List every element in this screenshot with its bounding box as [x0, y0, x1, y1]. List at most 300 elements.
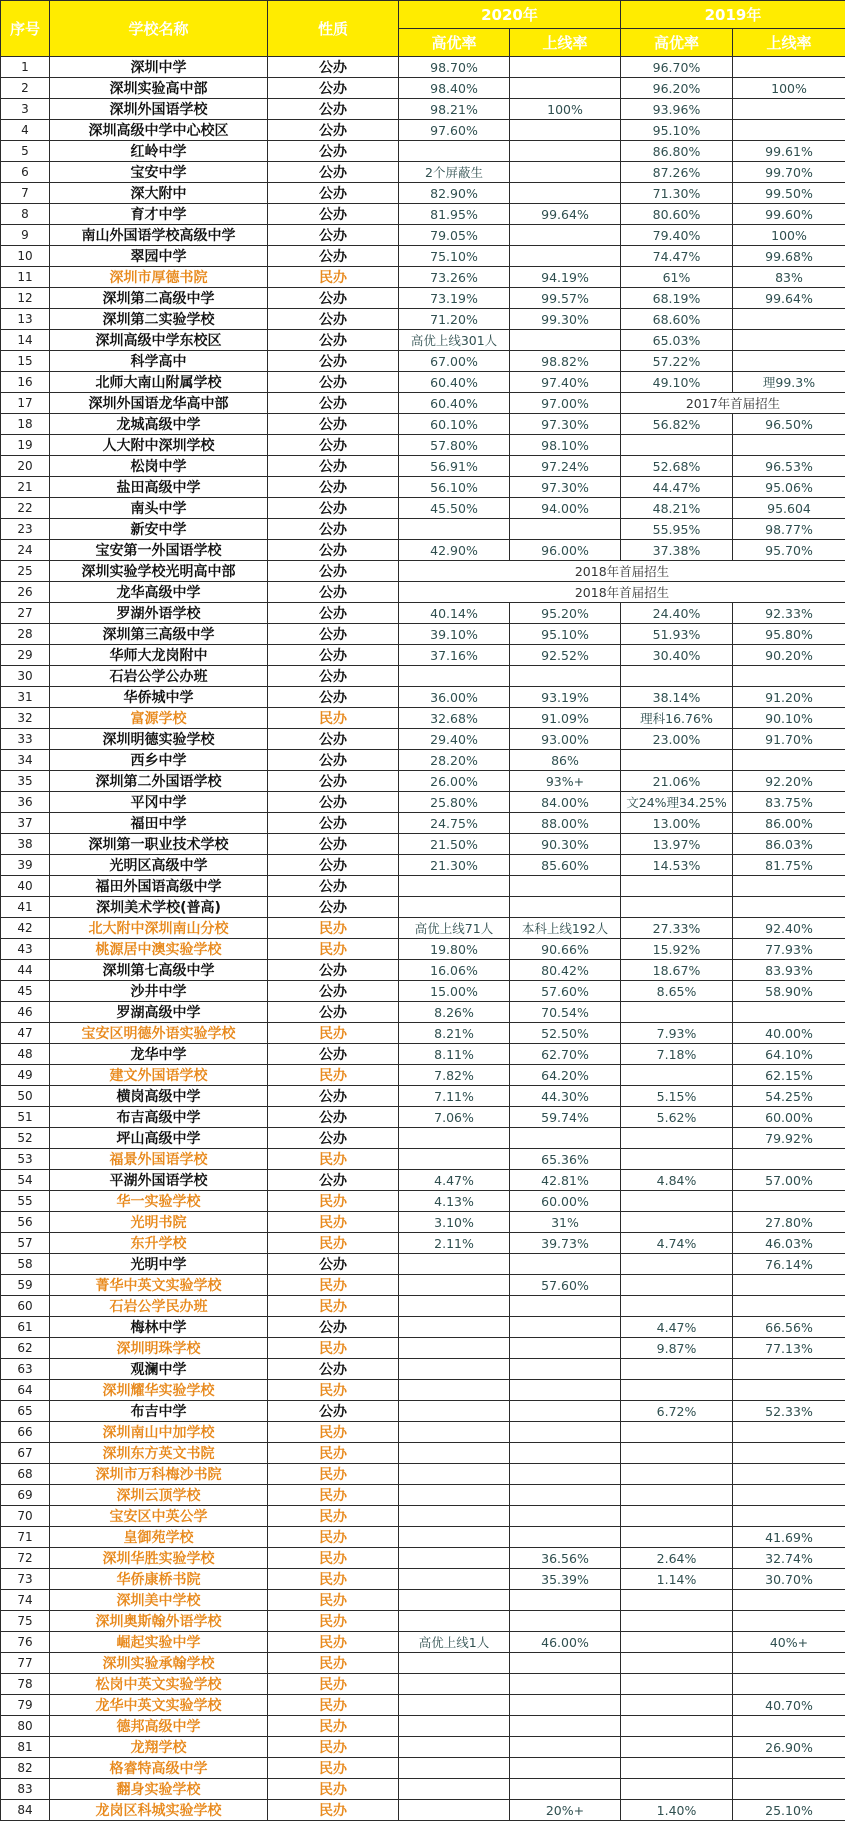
school-name: 深圳高级中学中心校区	[50, 120, 268, 141]
rate-2019-excellent: 71.30%	[621, 183, 733, 204]
school-type: 民办	[268, 1527, 399, 1548]
rate-2019-excellent	[621, 1674, 733, 1695]
table-row	[1, 834, 845, 855]
row-number: 54	[1, 1170, 50, 1191]
table-row	[1, 204, 845, 225]
rate-2019-online: 92.20%	[733, 771, 845, 792]
rate-2019-excellent	[621, 1506, 733, 1527]
school-type: 公办	[268, 204, 399, 225]
rate-2020-online: 59.74%	[510, 1107, 621, 1128]
rate-2019-excellent: 14.53%	[621, 855, 733, 876]
rate-2020-excellent	[399, 1485, 510, 1506]
table-row	[1, 1800, 845, 1821]
rate-2020-online	[510, 1611, 621, 1632]
rate-2020-online: 52.50%	[510, 1023, 621, 1044]
school-name: 深圳外国语学校	[50, 99, 268, 120]
rate-2020-excellent: 16.06%	[399, 960, 510, 981]
rate-2020-online: 95.20%	[510, 603, 621, 624]
rate-2020-online: 42.81%	[510, 1170, 621, 1191]
rate-2020-excellent	[399, 1716, 510, 1737]
school-name: 深圳外国语龙华高中部	[50, 393, 268, 414]
row-number: 47	[1, 1023, 50, 1044]
rate-2020-excellent: 56.91%	[399, 456, 510, 477]
table-row	[1, 435, 845, 456]
table-row	[1, 498, 845, 519]
school-type: 民办	[268, 1191, 399, 1212]
table-row	[1, 1548, 845, 1569]
rate-2019-online	[733, 1443, 845, 1464]
rate-2020-excellent	[399, 1338, 510, 1359]
school-name: 光明中学	[50, 1254, 268, 1275]
rate-2019-online	[733, 1464, 845, 1485]
rate-2020-online	[510, 1422, 621, 1443]
rate-2020-excellent: 8.21%	[399, 1023, 510, 1044]
school-name: 德邦高级中学	[50, 1716, 268, 1737]
table-row	[1, 330, 845, 351]
school-name: 东升学校	[50, 1233, 268, 1254]
rate-2020-online: 57.60%	[510, 981, 621, 1002]
rate-2020-online: 31%	[510, 1212, 621, 1233]
rate-2020-excellent	[399, 1506, 510, 1527]
school-type: 公办	[268, 288, 399, 309]
school-name: 深圳明珠学校	[50, 1338, 268, 1359]
table-row	[1, 1632, 845, 1653]
table-row	[1, 960, 845, 981]
school-name: 北师大南山附属学校	[50, 372, 268, 393]
school-name: 深圳中学	[50, 57, 268, 78]
rate-2019-excellent: 24.40%	[621, 603, 733, 624]
rate-2019-excellent: 5.15%	[621, 1086, 733, 1107]
row-number: 5	[1, 141, 50, 162]
school-type: 公办	[268, 876, 399, 897]
rate-2019-online: 25.10%	[733, 1800, 845, 1821]
rate-2020-online: 本科上线192人	[510, 918, 621, 939]
school-name: 松岗中英文实验学校	[50, 1674, 268, 1695]
rate-2019-online: 76.14%	[733, 1254, 845, 1275]
rate-2020-excellent: 98.40%	[399, 78, 510, 99]
rate-2019-online: 40.70%	[733, 1695, 845, 1716]
header-2019-excellent-rate: 高优率	[621, 29, 733, 57]
rate-2020-excellent: 37.16%	[399, 645, 510, 666]
rate-2020-online: 97.30%	[510, 414, 621, 435]
row-number: 84	[1, 1800, 50, 1821]
row-number: 13	[1, 309, 50, 330]
school-name: 深圳南山中加学校	[50, 1422, 268, 1443]
rate-2020-online	[510, 1464, 621, 1485]
table-row	[1, 414, 845, 435]
school-name: 西乡中学	[50, 750, 268, 771]
school-name: 华侨康桥书院	[50, 1569, 268, 1590]
table-row	[1, 1401, 845, 1422]
rate-2020-excellent: 36.00%	[399, 687, 510, 708]
rate-2020-online	[510, 1401, 621, 1422]
row-number: 48	[1, 1044, 50, 1065]
table-row	[1, 99, 845, 120]
school-name: 科学高中	[50, 351, 268, 372]
rate-2019-excellent: 23.00%	[621, 729, 733, 750]
rate-2020-excellent: 32.68%	[399, 708, 510, 729]
school-type: 公办	[268, 771, 399, 792]
rate-2020-excellent: 39.10%	[399, 624, 510, 645]
row-number: 75	[1, 1611, 50, 1632]
rate-2019-online	[733, 1422, 845, 1443]
rate-2019-online	[733, 1191, 845, 1212]
rate-2019-online	[733, 99, 845, 120]
table-row	[1, 1674, 845, 1695]
rate-2019-excellent: 80.60%	[621, 204, 733, 225]
rate-2019-excellent	[621, 1128, 733, 1149]
table-row	[1, 1695, 845, 1716]
rate-2020-online: 97.24%	[510, 456, 621, 477]
rate-2019-online: 86.03%	[733, 834, 845, 855]
school-name: 深圳明德实验学校	[50, 729, 268, 750]
school-name: 南头中学	[50, 498, 268, 519]
school-name: 格睿特高级中学	[50, 1758, 268, 1779]
rate-2020-excellent: 7.06%	[399, 1107, 510, 1128]
row-number: 64	[1, 1380, 50, 1401]
header-2019-online-rate: 上线率	[733, 29, 845, 57]
rate-2019-excellent	[621, 1254, 733, 1275]
school-type: 民办	[268, 708, 399, 729]
table-row	[1, 561, 845, 582]
school-type: 民办	[268, 1275, 399, 1296]
rate-2019-online: 27.80%	[733, 1212, 845, 1233]
rate-2019-online	[733, 1296, 845, 1317]
rate-2019-online: 60.00%	[733, 1107, 845, 1128]
row-number: 33	[1, 729, 50, 750]
school-name: 深圳奥斯翰外语学校	[50, 1611, 268, 1632]
rate-2019-online: 92.40%	[733, 918, 845, 939]
school-name: 深圳耀华实验学校	[50, 1380, 268, 1401]
school-type: 公办	[268, 57, 399, 78]
rate-2019-excellent	[621, 1695, 733, 1716]
row-number: 37	[1, 813, 50, 834]
rate-2020-online: 93.19%	[510, 687, 621, 708]
row-number: 8	[1, 204, 50, 225]
school-type: 公办	[268, 750, 399, 771]
rate-2019-excellent	[621, 1590, 733, 1611]
school-name: 宝安中学	[50, 162, 268, 183]
rate-2020-excellent: 7.11%	[399, 1086, 510, 1107]
rate-2019-excellent	[621, 1065, 733, 1086]
table-row	[1, 540, 845, 561]
rate-2019-excellent: 13.97%	[621, 834, 733, 855]
rate-2020-online: 57.60%	[510, 1275, 621, 1296]
row-number: 3	[1, 99, 50, 120]
row-number: 62	[1, 1338, 50, 1359]
rate-2020-excellent: 26.00%	[399, 771, 510, 792]
school-type: 民办	[268, 1800, 399, 1821]
table-row	[1, 1170, 845, 1191]
school-type: 公办	[268, 960, 399, 981]
school-type: 民办	[268, 1506, 399, 1527]
rate-2020-excellent: 98.21%	[399, 99, 510, 120]
table-row	[1, 1464, 845, 1485]
rate-2020-excellent: 7.82%	[399, 1065, 510, 1086]
rate-2020-excellent: 高优上线301人	[399, 330, 510, 351]
rate-2019-excellent	[621, 1464, 733, 1485]
rate-2020-online: 36.56%	[510, 1548, 621, 1569]
table-row	[1, 897, 845, 918]
row-number: 30	[1, 666, 50, 687]
row-number: 72	[1, 1548, 50, 1569]
school-name: 平冈中学	[50, 792, 268, 813]
table-row	[1, 645, 845, 666]
rate-2019-excellent: 7.18%	[621, 1044, 733, 1065]
rate-2020-online: 94.19%	[510, 267, 621, 288]
rate-2020-online	[510, 1653, 621, 1674]
rate-2020-online	[510, 78, 621, 99]
school-type: 民办	[268, 1590, 399, 1611]
row-number: 70	[1, 1506, 50, 1527]
rate-2019-online	[733, 1149, 845, 1170]
school-name: 横岗高级中学	[50, 1086, 268, 1107]
school-name: 深圳市万科梅沙书院	[50, 1464, 268, 1485]
school-type: 民办	[268, 1233, 399, 1254]
rate-2019-online: 91.20%	[733, 687, 845, 708]
table-row	[1, 939, 845, 960]
table-row	[1, 708, 845, 729]
rate-2019-online: 96.53%	[733, 456, 845, 477]
rate-2020-excellent: 高优上线71人	[399, 918, 510, 939]
school-name: 深圳高级中学东校区	[50, 330, 268, 351]
row-number: 60	[1, 1296, 50, 1317]
school-name: 南山外国语学校高级中学	[50, 225, 268, 246]
row-number: 50	[1, 1086, 50, 1107]
rate-2019-excellent	[621, 1296, 733, 1317]
row-number: 7	[1, 183, 50, 204]
school-name: 翠园中学	[50, 246, 268, 267]
rate-2019-online	[733, 1611, 845, 1632]
rate-2020-excellent	[399, 1149, 510, 1170]
table-row	[1, 1296, 845, 1317]
table-row	[1, 1128, 845, 1149]
rate-2019-online: 92.33%	[733, 603, 845, 624]
school-name: 深圳云顶学校	[50, 1485, 268, 1506]
row-number: 34	[1, 750, 50, 771]
school-type: 民办	[268, 1548, 399, 1569]
rate-2020-online: 20%+	[510, 1800, 621, 1821]
rate-2019-online: 81.75%	[733, 855, 845, 876]
table-row	[1, 1506, 845, 1527]
row-number: 51	[1, 1107, 50, 1128]
rate-2020-online	[510, 1695, 621, 1716]
rate-2019-online	[733, 1779, 845, 1800]
rate-2020-online: 92.52%	[510, 645, 621, 666]
rate-2020-excellent	[399, 1527, 510, 1548]
school-name: 沙井中学	[50, 981, 268, 1002]
row-number: 79	[1, 1695, 50, 1716]
row-number: 16	[1, 372, 50, 393]
row-number: 40	[1, 876, 50, 897]
school-type: 公办	[268, 1170, 399, 1191]
rate-2019-excellent: 27.33%	[621, 918, 733, 939]
rate-2020-excellent	[399, 1254, 510, 1275]
rate-2019-online	[733, 750, 845, 771]
school-type: 民办	[268, 1464, 399, 1485]
school-type: 公办	[268, 435, 399, 456]
row-number: 17	[1, 393, 50, 414]
table-row	[1, 582, 845, 603]
school-type: 公办	[268, 624, 399, 645]
school-type: 公办	[268, 834, 399, 855]
rate-2019-excellent: 21.06%	[621, 771, 733, 792]
row-number: 76	[1, 1632, 50, 1653]
rate-2019-online: 99.68%	[733, 246, 845, 267]
rate-2019-excellent	[621, 1002, 733, 1023]
rate-2019-excellent: 95.10%	[621, 120, 733, 141]
rate-2020-online	[510, 1758, 621, 1779]
row-number: 27	[1, 603, 50, 624]
rate-2020-excellent: 81.95%	[399, 204, 510, 225]
school-type: 公办	[268, 1044, 399, 1065]
school-name: 石岩公学民办班	[50, 1296, 268, 1317]
table-row	[1, 393, 845, 414]
school-type: 公办	[268, 1254, 399, 1275]
school-name: 新安中学	[50, 519, 268, 540]
row-number: 82	[1, 1758, 50, 1779]
row-number: 32	[1, 708, 50, 729]
rate-2020-online: 99.30%	[510, 309, 621, 330]
rate-2020-online: 65.36%	[510, 1149, 621, 1170]
school-name: 华师大龙岗附中	[50, 645, 268, 666]
table-row	[1, 729, 845, 750]
row-number: 44	[1, 960, 50, 981]
rate-2020-excellent	[399, 1464, 510, 1485]
rate-2019-excellent: 61%	[621, 267, 733, 288]
school-type: 民办	[268, 918, 399, 939]
rate-2019-online	[733, 57, 845, 78]
table-row	[1, 78, 845, 99]
rate-2019-excellent: 13.00%	[621, 813, 733, 834]
rate-2020-excellent: 56.10%	[399, 477, 510, 498]
rate-2020-excellent	[399, 1317, 510, 1338]
rate-2020-online	[510, 1317, 621, 1338]
school-name: 深圳第一职业技术学校	[50, 834, 268, 855]
rate-2019-excellent: 68.19%	[621, 288, 733, 309]
rate-2020-excellent: 15.00%	[399, 981, 510, 1002]
table-row	[1, 981, 845, 1002]
school-name: 福田中学	[50, 813, 268, 834]
row-number: 46	[1, 1002, 50, 1023]
rate-2020-online	[510, 897, 621, 918]
school-type: 公办	[268, 1107, 399, 1128]
school-type: 公办	[268, 309, 399, 330]
rate-2019-excellent	[621, 1611, 733, 1632]
rate-2019-online: 99.60%	[733, 204, 845, 225]
rate-2019-online	[733, 1506, 845, 1527]
rate-2020-online: 70.54%	[510, 1002, 621, 1023]
rate-2019-excellent	[621, 1632, 733, 1653]
rate-2019-excellent	[621, 1212, 733, 1233]
school-type: 公办	[268, 1401, 399, 1422]
rate-2020-excellent: 25.80%	[399, 792, 510, 813]
rate-2020-excellent: 75.10%	[399, 246, 510, 267]
rate-2020-online: 93.00%	[510, 729, 621, 750]
rate-2019-online	[733, 1716, 845, 1737]
rate-2020-online	[510, 1779, 621, 1800]
school-name: 翻身实验学校	[50, 1779, 268, 1800]
row-number: 73	[1, 1569, 50, 1590]
school-name: 龙岗区科城实验学校	[50, 1800, 268, 1821]
table-row	[1, 1359, 845, 1380]
rate-2019-online: 理99.3%	[733, 372, 845, 393]
rate-2020-online	[510, 141, 621, 162]
rate-2020-excellent	[399, 1359, 510, 1380]
merged-note: 2018年首届招生	[399, 561, 845, 582]
rate-2019-excellent	[621, 750, 733, 771]
rate-2020-online	[510, 1716, 621, 1737]
row-number: 58	[1, 1254, 50, 1275]
rate-2020-excellent: 45.50%	[399, 498, 510, 519]
rate-2019-excellent	[621, 1527, 733, 1548]
school-name: 深圳美术学校(普高)	[50, 897, 268, 918]
rate-2019-excellent	[621, 1485, 733, 1506]
school-name: 深圳实验高中部	[50, 78, 268, 99]
school-type: 民办	[268, 1737, 399, 1758]
table-row	[1, 456, 845, 477]
school-name: 布吉高级中学	[50, 1107, 268, 1128]
school-name: 深圳第三高级中学	[50, 624, 268, 645]
rate-2020-online	[510, 1254, 621, 1275]
table-row	[1, 1086, 845, 1107]
school-name: 罗湖高级中学	[50, 1002, 268, 1023]
school-type: 公办	[268, 813, 399, 834]
rate-2020-online	[510, 1737, 621, 1758]
rate-2019-online	[733, 1275, 845, 1296]
table-row	[1, 162, 845, 183]
rate-2020-online: 91.09%	[510, 708, 621, 729]
rate-2020-excellent: 60.40%	[399, 372, 510, 393]
row-number: 42	[1, 918, 50, 939]
row-number: 65	[1, 1401, 50, 1422]
rate-2019-online: 99.64%	[733, 288, 845, 309]
rate-2019-excellent: 87.26%	[621, 162, 733, 183]
rate-2020-online	[510, 1443, 621, 1464]
row-number: 20	[1, 456, 50, 477]
row-number: 66	[1, 1422, 50, 1443]
school-type: 公办	[268, 666, 399, 687]
rate-2020-excellent	[399, 519, 510, 540]
rate-2019-online	[733, 120, 845, 141]
rate-2019-online	[733, 897, 845, 918]
rate-2020-excellent: 79.05%	[399, 225, 510, 246]
row-number: 45	[1, 981, 50, 1002]
rate-2020-excellent: 19.80%	[399, 939, 510, 960]
rate-2020-online	[510, 519, 621, 540]
rate-2019-online: 79.92%	[733, 1128, 845, 1149]
rate-2019-excellent	[621, 1359, 733, 1380]
row-number: 36	[1, 792, 50, 813]
rate-2019-excellent: 15.92%	[621, 939, 733, 960]
rate-2020-online	[510, 1674, 621, 1695]
rate-2019-excellent: 1.14%	[621, 1569, 733, 1590]
school-name: 龙翔学校	[50, 1737, 268, 1758]
row-number: 41	[1, 897, 50, 918]
rate-2019-excellent: 文24%理34.25%	[621, 792, 733, 813]
rate-2019-online	[733, 1380, 845, 1401]
school-name: 菁华中英文实验学校	[50, 1275, 268, 1296]
rate-2019-online: 77.93%	[733, 939, 845, 960]
school-name: 深圳实验承翰学校	[50, 1653, 268, 1674]
merged-note-2019: 2017年首届招生	[621, 393, 845, 414]
table-row	[1, 372, 845, 393]
rate-2020-online	[510, 246, 621, 267]
rate-2020-online	[510, 1506, 621, 1527]
row-number: 35	[1, 771, 50, 792]
school-type: 公办	[268, 162, 399, 183]
rate-2020-excellent	[399, 1128, 510, 1149]
